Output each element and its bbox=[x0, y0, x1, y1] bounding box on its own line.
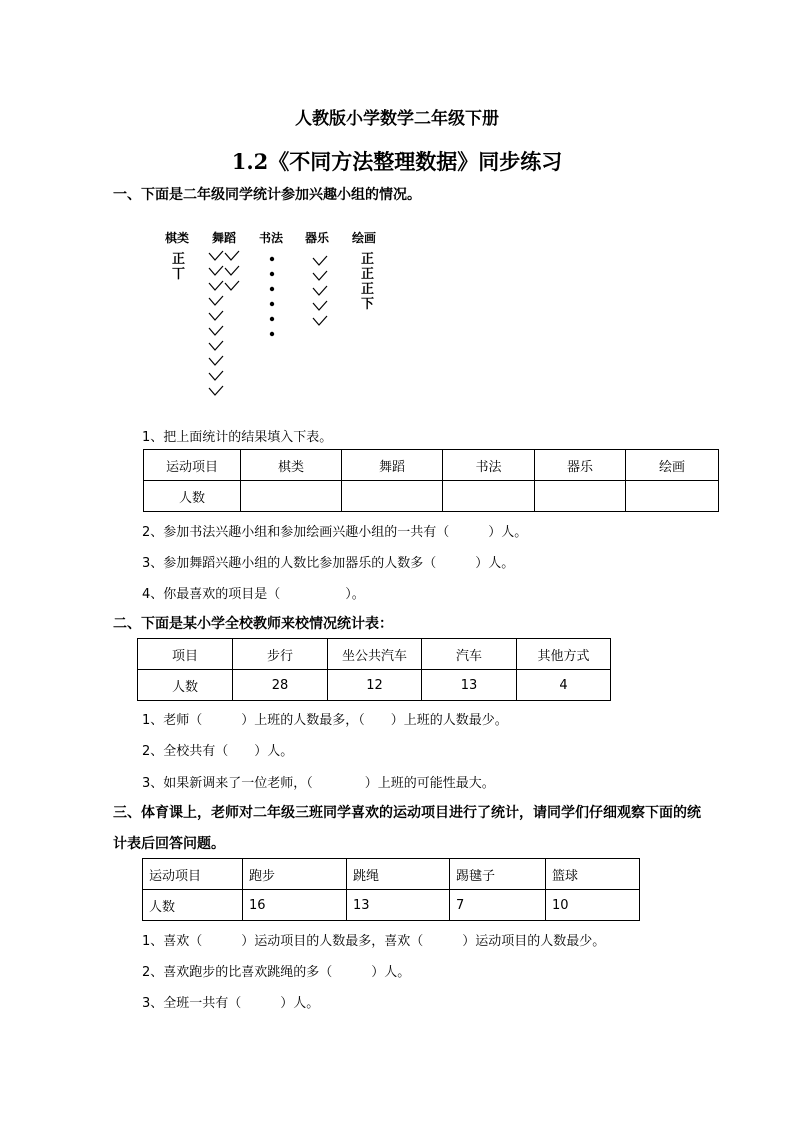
table-cell: 28 bbox=[233, 670, 328, 701]
section2-table bbox=[137, 638, 611, 701]
table-cell: 运动项目 bbox=[143, 859, 243, 890]
dot-icon bbox=[270, 317, 274, 321]
table-cell: 绘画 bbox=[626, 450, 719, 481]
table-cell: 16 bbox=[243, 890, 347, 921]
tally-mark: 正 bbox=[361, 267, 375, 282]
check-icon bbox=[209, 356, 223, 365]
table-cell: 步行 bbox=[233, 639, 328, 670]
table-cell: 书法 bbox=[443, 450, 535, 481]
section3-question2: 2、喜欢跑步的比喜欢跳绳的多（ ）人。 bbox=[142, 965, 411, 980]
section1-question2: 2、参加书法兴趣小组和参加绘画兴趣小组的一共有（ ）人。 bbox=[142, 525, 528, 540]
answer-cell[interactable] bbox=[241, 481, 342, 512]
answer-cell[interactable] bbox=[342, 481, 443, 512]
table-cell: 跳绳 bbox=[347, 859, 450, 890]
section3-question3: 3、全班一共有（ ）人。 bbox=[142, 996, 320, 1011]
table-row bbox=[143, 890, 640, 921]
dot-icon bbox=[270, 287, 274, 291]
tally-qiyue-checks bbox=[311, 255, 333, 330]
table-row bbox=[138, 670, 611, 701]
tally-header-huihua: 绘画 bbox=[352, 231, 377, 245]
table-row bbox=[138, 639, 611, 670]
check-icon bbox=[313, 316, 327, 325]
table-cell: 棋类 bbox=[241, 450, 342, 481]
table-cell: 坐公共汽车 bbox=[328, 639, 422, 670]
section3-table bbox=[142, 858, 640, 921]
check-icon bbox=[209, 386, 223, 395]
check-icon bbox=[209, 251, 223, 260]
check-icon bbox=[225, 281, 239, 290]
table-cell: 人数 bbox=[144, 481, 241, 512]
answer-cell[interactable] bbox=[626, 481, 719, 512]
tally-header-qiyue: 器乐 bbox=[305, 231, 330, 245]
dot-icon bbox=[270, 272, 274, 276]
table-cell: 篮球 bbox=[546, 859, 640, 890]
tally-huihua-marks bbox=[361, 252, 374, 312]
section3-heading-cont: 计表后回答问题。 bbox=[113, 836, 225, 852]
section2-question3: 3、如果新调来了一位老师，（ ）上班的可能性最大。 bbox=[142, 776, 495, 791]
tally-mark: 正 bbox=[172, 252, 186, 267]
tally-header-shufa: 书法 bbox=[259, 231, 284, 245]
table-cell: 舞蹈 bbox=[342, 450, 443, 481]
check-icon bbox=[225, 266, 239, 275]
table-cell: 踢毽子 bbox=[450, 859, 546, 890]
tally-header-wudao: 舞蹈 bbox=[212, 231, 237, 245]
table-cell: 运动项目 bbox=[144, 450, 241, 481]
table-row bbox=[144, 450, 719, 481]
section1-question4: 4、你最喜欢的项目是（ ）。 bbox=[142, 587, 365, 602]
section2-question2: 2、全校共有（ ）人。 bbox=[142, 744, 294, 759]
section3-heading: 三、体育课上，老师对二年级三班同学喜欢的运动项目进行了统计，请同学们仔细观察下面的统 bbox=[113, 805, 701, 821]
check-icon bbox=[313, 301, 327, 310]
table-cell: 12 bbox=[328, 670, 422, 701]
table-cell: 人数 bbox=[138, 670, 233, 701]
section1-heading: 一、下面是二年级同学统计参加兴趣小组的情况。 bbox=[113, 187, 421, 203]
check-icon bbox=[209, 341, 223, 350]
table-cell: 13 bbox=[347, 890, 450, 921]
table-cell: 人数 bbox=[143, 890, 243, 921]
answer-cell[interactable] bbox=[535, 481, 626, 512]
table-cell: 13 bbox=[422, 670, 517, 701]
answer-cell[interactable] bbox=[443, 481, 535, 512]
check-icon bbox=[209, 371, 223, 380]
section2-heading: 二、下面是某小学全校教师来校情况统计表： bbox=[113, 616, 393, 632]
tally-mark: 正 bbox=[361, 282, 375, 297]
check-icon bbox=[313, 286, 327, 295]
dot-icon bbox=[270, 302, 274, 306]
dot-icon bbox=[270, 332, 274, 336]
tally-qilei-marks bbox=[172, 252, 185, 282]
tally-mark: 下 bbox=[361, 297, 375, 312]
table-cell: 7 bbox=[450, 890, 546, 921]
check-icon bbox=[313, 256, 327, 265]
tally-mark: 正 bbox=[361, 252, 375, 267]
check-icon bbox=[209, 266, 223, 275]
section1-fill-table bbox=[143, 449, 719, 512]
check-icon bbox=[209, 281, 223, 290]
table-cell: 其他方式 bbox=[517, 639, 611, 670]
tally-header-qilei: 棋类 bbox=[165, 231, 190, 245]
table-row bbox=[144, 481, 719, 512]
table-cell: 4 bbox=[517, 670, 611, 701]
section3-question1: 1、喜欢（ ）运动项目的人数最多，喜欢（ ）运动项目的人数最少。 bbox=[142, 934, 606, 949]
check-icon bbox=[225, 251, 239, 260]
document-subtitle: 1.2《不同方法整理数据》同步练习 bbox=[231, 149, 563, 174]
table-cell: 项目 bbox=[138, 639, 233, 670]
section1-question3: 3、参加舞蹈兴趣小组的人数比参加器乐的人数多（ ）人。 bbox=[142, 556, 515, 571]
tally-mark: 丅 bbox=[172, 267, 186, 282]
table-cell: 跑步 bbox=[243, 859, 347, 890]
tally-wudao-checks bbox=[206, 250, 246, 400]
table-cell: 器乐 bbox=[535, 450, 626, 481]
check-icon bbox=[209, 311, 223, 320]
tally-shufa-dots bbox=[266, 254, 278, 344]
check-icon bbox=[209, 326, 223, 335]
section1-question1: 1、把上面统计的结果填入下表。 bbox=[142, 430, 333, 445]
table-row bbox=[143, 859, 640, 890]
dot-icon bbox=[270, 257, 274, 261]
section2-question1: 1、老师（ ）上班的人数最多，（ ）上班的人数最少。 bbox=[142, 713, 508, 728]
table-cell: 10 bbox=[546, 890, 640, 921]
document-title: 人教版小学数学二年级下册 bbox=[295, 109, 499, 129]
table-cell: 汽车 bbox=[422, 639, 517, 670]
check-icon bbox=[209, 296, 223, 305]
check-icon bbox=[313, 271, 327, 280]
